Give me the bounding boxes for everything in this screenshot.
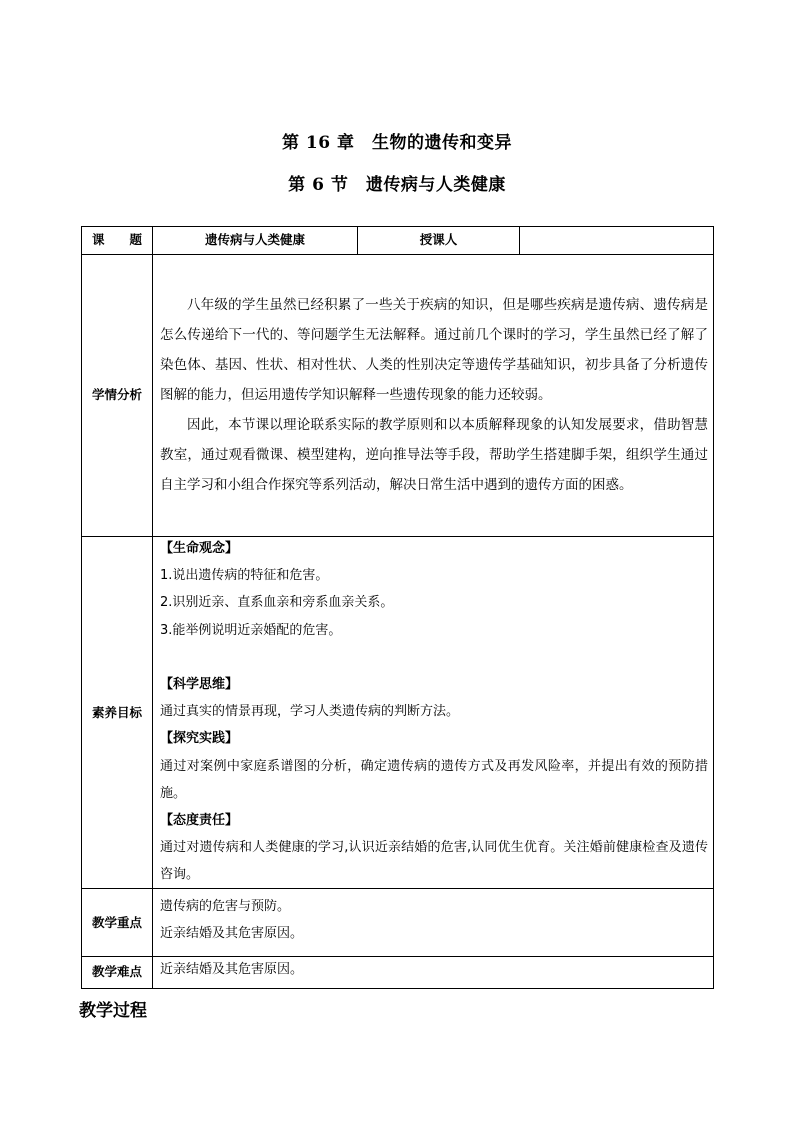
goals-content — [160, 535, 708, 889]
table-rule — [81, 988, 714, 989]
goal-text: 通过对案例中家庭系谱图的分析，确定遗传病的遗传方式及再发风险率，并提出有效的预防措施。 — [160, 758, 708, 801]
goal-section-title: 【科学思维】 — [160, 677, 239, 692]
spacer — [160, 644, 708, 671]
analysis-label: 学情分析 — [91, 387, 142, 402]
difficulty-content: 近亲结婚及其危害原因。 — [160, 962, 304, 977]
table-rule — [152, 226, 153, 989]
table-rule — [713, 226, 714, 989]
table-rule — [81, 254, 714, 255]
goals-label: 素养目标 — [91, 705, 142, 720]
chapter-title: 第 16 章 生物的遗传和变异 — [282, 133, 512, 153]
goal-text: 通过对遗传病和人类健康的学习,认识近亲结婚的危害,认同优生优育。关注婚前健康检查及遗传咨询。 — [160, 840, 708, 883]
analysis-paragraph: 因此，本节课以理论联系实际的教学原则和以本质解释现象的认知发展要求，借助智慧教室，通过观看微课、模型建构，逆向推导法等手段，帮助学生搭建脚手架，组织学生通过自主学习和小组合作探究等系列活动，解决日常生活中遇到的遗传方面的困惑。 — [160, 417, 708, 493]
key-points-label: 教学重点 — [91, 915, 142, 930]
analysis-paragraph: 八年级的学生虽然已经积累了一些关于疾病的知识，但是哪些疾病是遗传病、遗传病是怎么传递给下一代的、等问题学生无法解释。通过前几个课时的学习，学生虽然已经了解了染色体、基因、性状、相对性状、人类的性别决定等遗传学基础知识，初步具备了分析遗传图解的能力，但运用遗传学知识解释一些遗传现象的能力还较弱。 — [160, 297, 708, 403]
table-rule — [81, 226, 82, 989]
teacher-label: 授课人 — [419, 232, 458, 247]
key-point: 遗传病的危害与预防。 — [160, 899, 291, 914]
goal-section-title: 【态度责任】 — [160, 813, 239, 829]
course-label: 课 题 — [91, 232, 142, 247]
goal-item: 1.说出遗传病的特征和危害。 — [160, 568, 329, 584]
course-title: 遗传病与人类健康 — [204, 232, 305, 247]
section-title: 第 6 节 遗传病与人类健康 — [288, 175, 506, 195]
goal-text: 通过真实的情景再现，学习人类遗传病的判断方法。 — [160, 704, 460, 720]
goal-section-title: 【生命观念】 — [160, 541, 239, 556]
table-rule — [81, 226, 714, 227]
analysis-content — [160, 290, 708, 500]
table-rule — [519, 226, 520, 255]
goal-item: 3.能举例说明近亲婚配的危害。 — [160, 622, 342, 638]
goal-section-title: 【探究实践】 — [160, 731, 239, 747]
key-point: 近亲结婚及其危害原因。 — [160, 926, 304, 941]
goal-item: 2.识别近亲、直系血亲和旁系血亲关系。 — [160, 595, 394, 611]
difficulty-label: 教学难点 — [91, 964, 142, 979]
teaching-process-heading: 教学过程 — [79, 1001, 147, 1021]
key-points-content — [160, 893, 708, 947]
